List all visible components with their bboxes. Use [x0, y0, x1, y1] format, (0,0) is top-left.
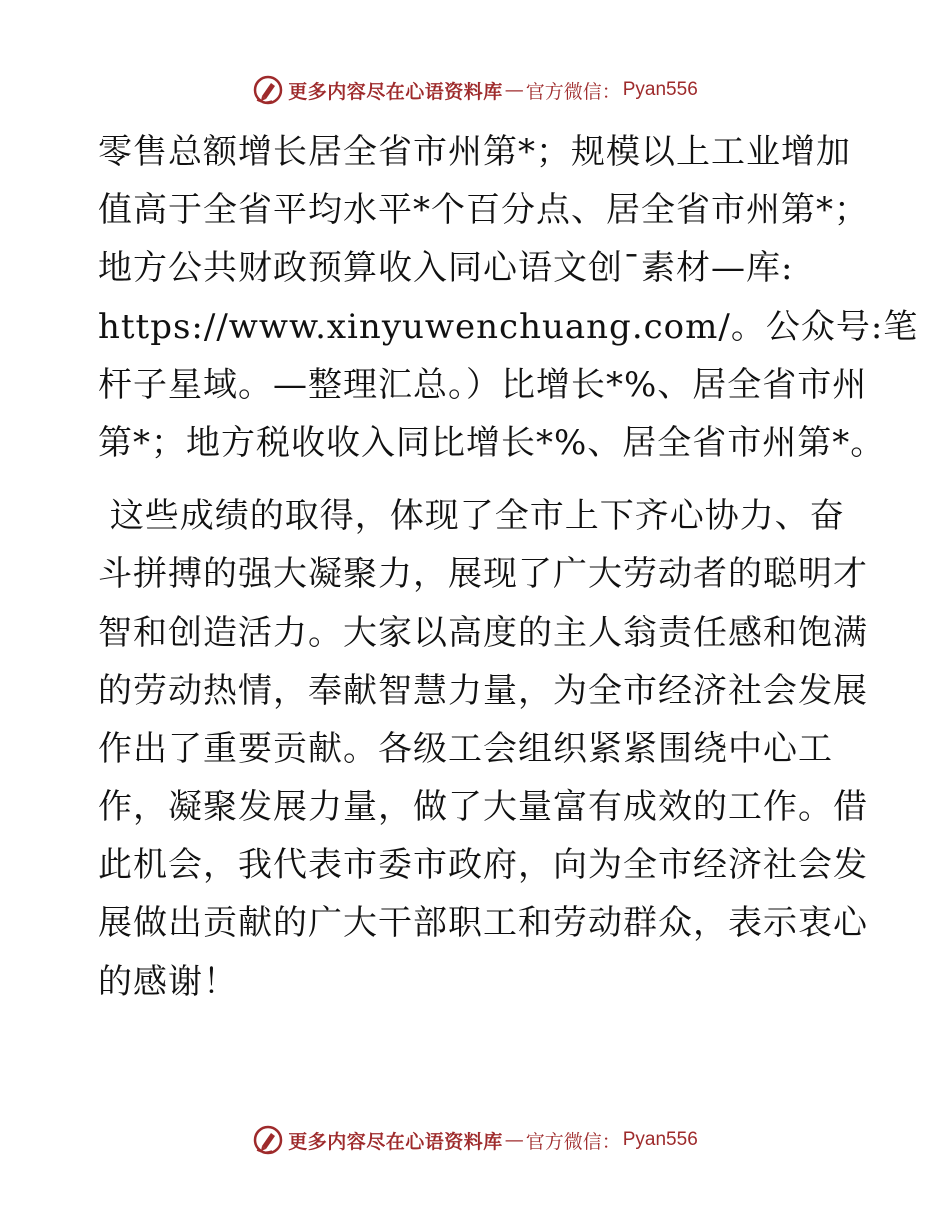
text-line: 此机会，我代表市委市政府，向为全市经济社会发: [98, 845, 868, 886]
text-line: 作出了重要贡献。各级工会组织紧紧围绕中心工: [98, 728, 833, 769]
text-line: 斗拼搏的强大凝聚力，展现了广大劳动者的聪明才: [98, 554, 868, 595]
text-line: 值高于全省平均水平*个百分点、居全省市州第*；: [98, 190, 869, 231]
text-line: 这些成绩的取得，体现了全市上下齐心协力、奋: [98, 496, 845, 537]
paragraph-1: [98, 123, 919, 472]
text-line: 作，凝聚发展力量，做了大量富有成效的工作。借: [98, 787, 868, 828]
document-body: [98, 123, 919, 1011]
text-line: 杆子星域。—整理汇总。）比增长*%、居全省市州: [98, 364, 868, 405]
pen-logo-icon: [252, 1124, 284, 1156]
brand-name: 更多内容尽在心语资料库: [288, 80, 503, 103]
brand-separator: —: [504, 79, 524, 101]
pen-logo-icon: [252, 74, 284, 106]
text-line: 展做出贡献的广大干部职工和劳动群众，表示衷心: [98, 903, 868, 944]
text-line: https://www.xinyuwenchuang.com/。公众号:笔: [98, 306, 919, 347]
header-banner: [0, 70, 950, 110]
wechat-account: Pyan556: [622, 1129, 698, 1150]
text-line: 第*；地方税收收入同比增长*%、居全省市州第*。: [98, 422, 886, 463]
text-line: 智和创造活力。大家以高度的主人翁责任感和饱满: [98, 612, 868, 653]
text-line: 的劳动热情，奉献智慧力量，为全市经济社会发展: [98, 670, 868, 711]
wechat-label: 官方微信：: [525, 1130, 621, 1153]
wechat-account: Pyan556: [622, 79, 698, 100]
footer-banner: [0, 1120, 950, 1160]
wechat-label: 官方微信：: [525, 80, 621, 103]
text-line: 零售总额增长居全省市州第*；规模以上工业增加: [98, 132, 851, 172]
brand-name: 更多内容尽在心语资料库: [288, 1130, 503, 1153]
text-line: 地方公共财政预算收入同心语文创¯素材—库:: [98, 248, 794, 289]
text-line: 的感谢！: [98, 961, 238, 1002]
brand-separator: —: [504, 1129, 524, 1151]
paragraph-2: [98, 487, 868, 1011]
